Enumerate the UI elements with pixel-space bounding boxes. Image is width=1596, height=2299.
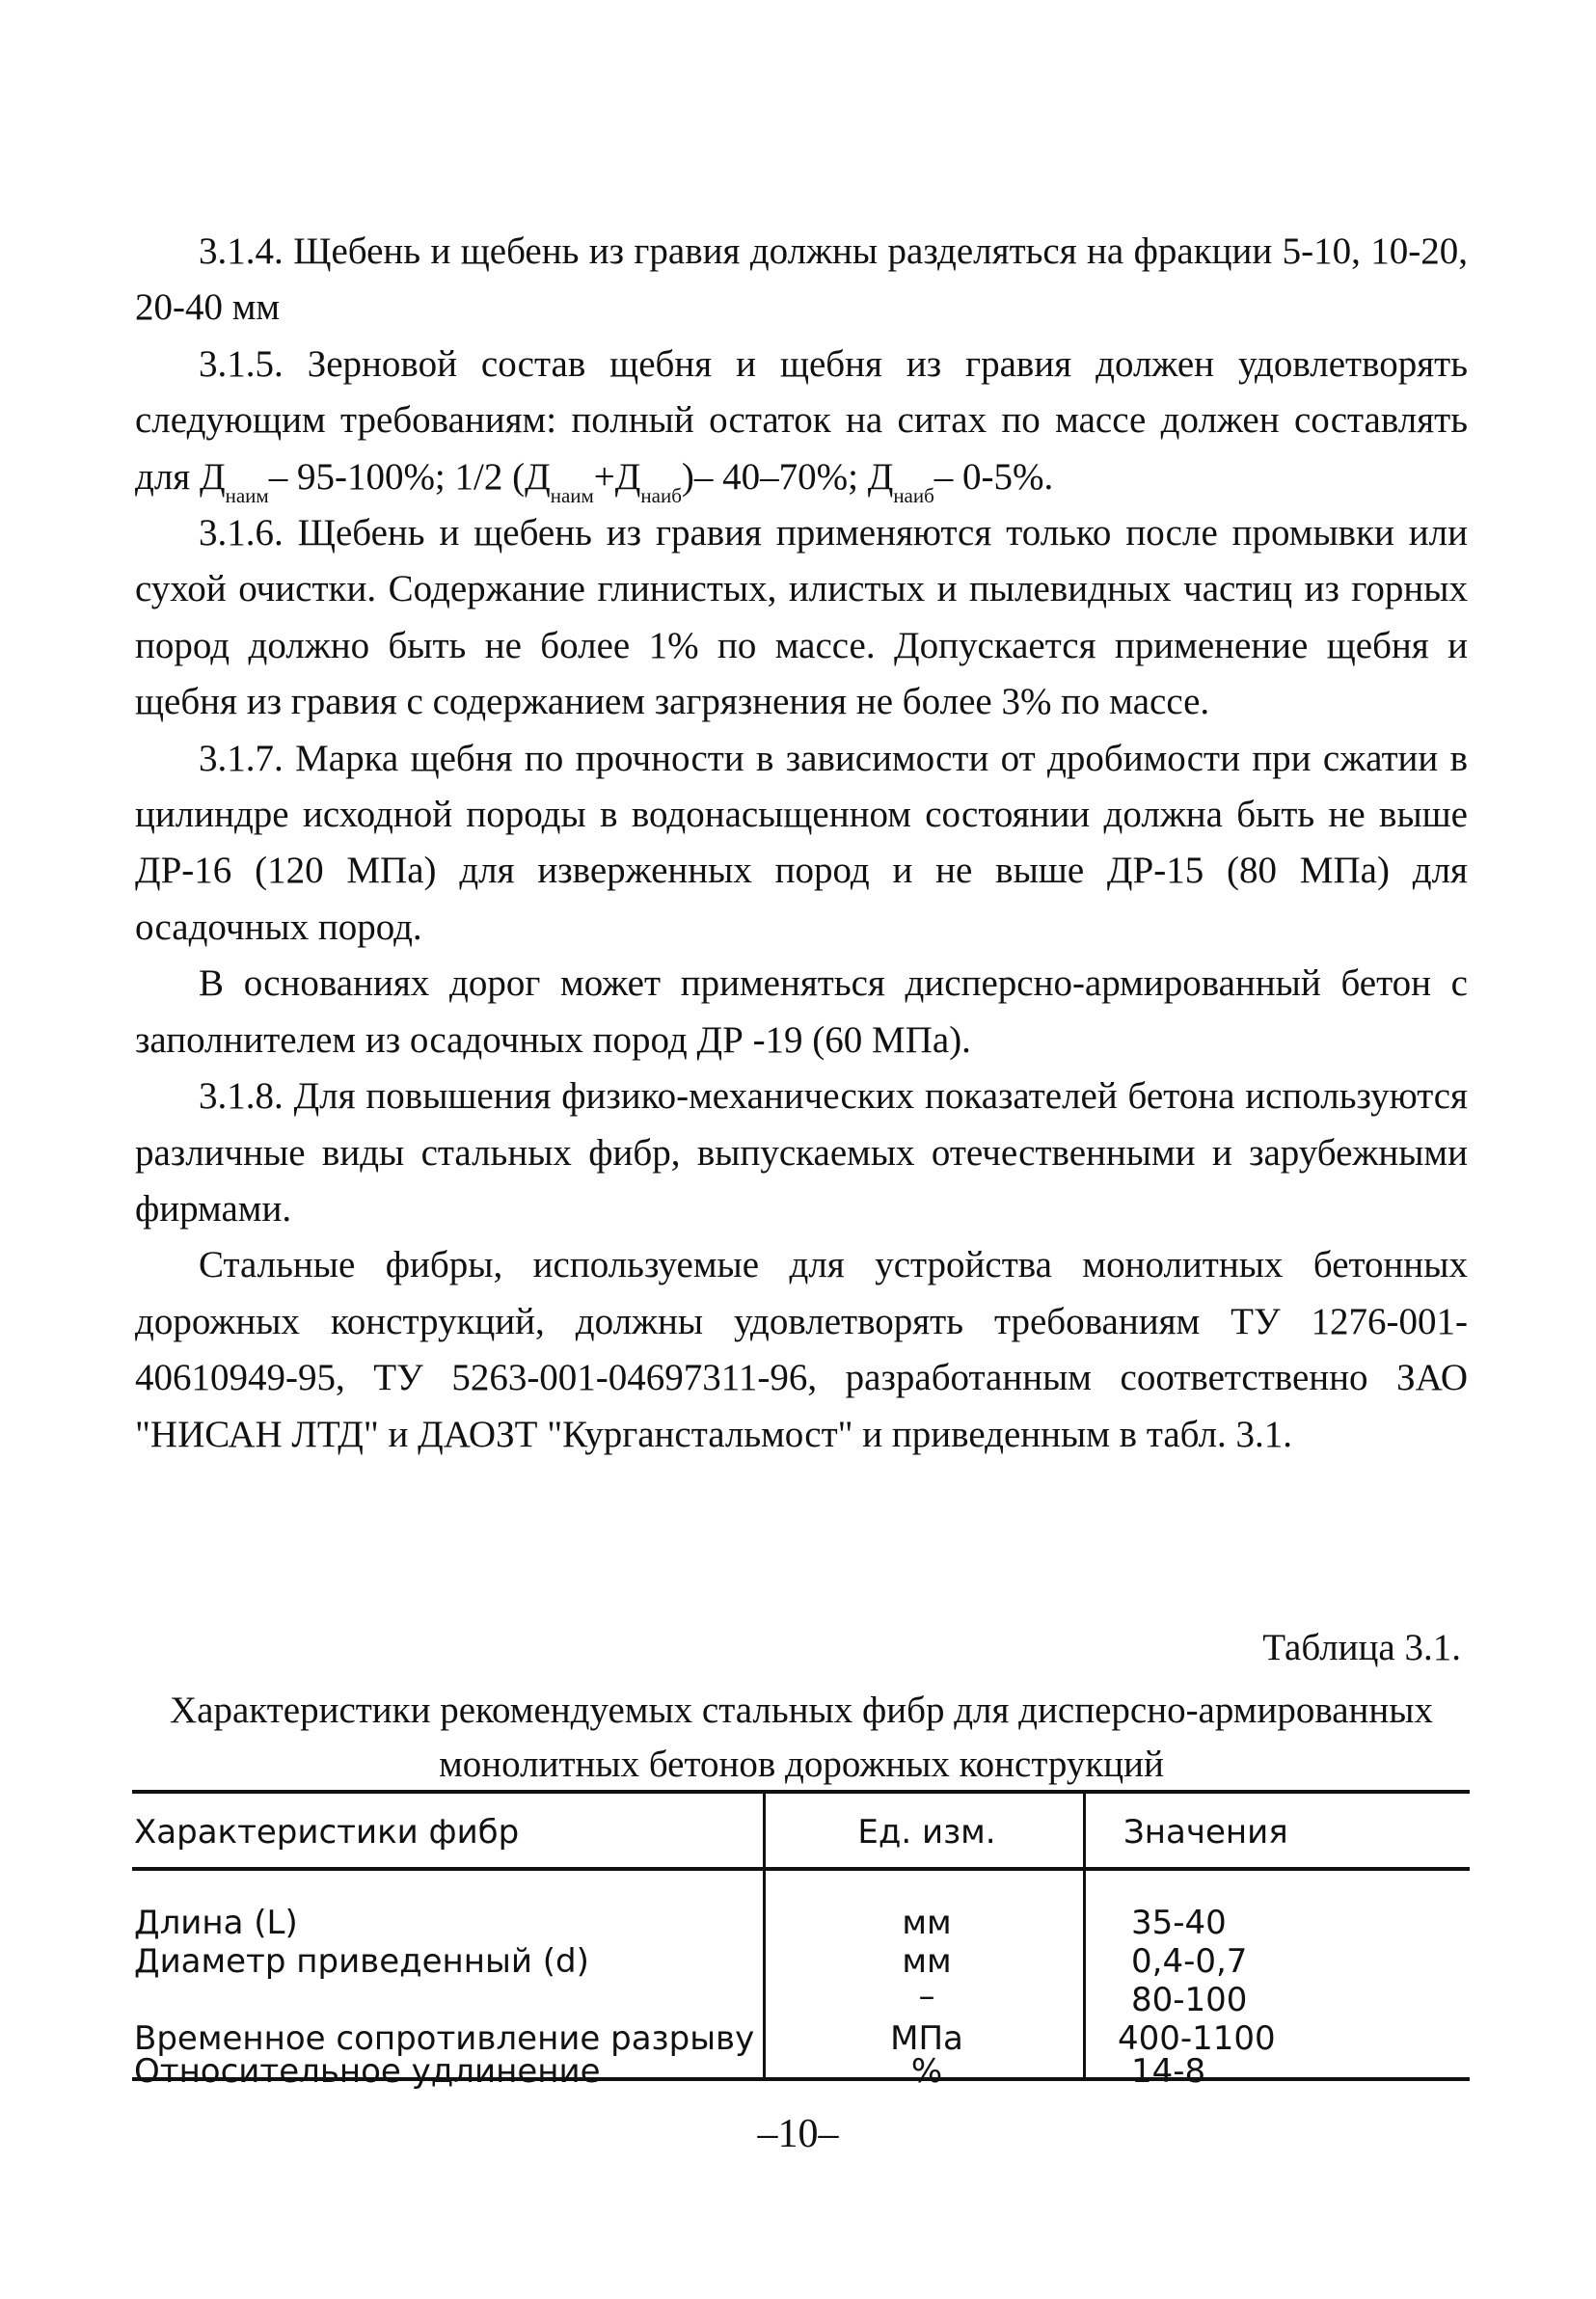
table-header-values: Значения bbox=[1123, 1813, 1288, 1852]
paragraph-3-1-4: 3.1.4. Щебень и щебень из гравия должны разделяться на фракции 5-10, 10-20, 20-40 мм bbox=[135, 230, 1468, 329]
paragraph-3-1-7-continuation: В основаниях дорог может применяться дисперсно-армированный бетон с заполнителем из осадочных пород ДР -19 (60 МПа). bbox=[135, 962, 1468, 1061]
table-header-characteristics: Характеристики фибр bbox=[134, 1813, 520, 1852]
table-cell-value: 400-1100 bbox=[1118, 2019, 1276, 2058]
paragraph-3-1-8-continuation: Стальные фибры, используемые для устройства монолитных бетонных дорожных конструкций, должны удовлетворять требованиям ТУ 1276-001-40610949-95, ТУ 5263-001-04697311-96, разработанным соответственно ЗАО "НИСАН ЛТД" и ДАОЗТ "Курганстальмост" и приведенным в табл. 3.1. bbox=[135, 1244, 1468, 1455]
table-cell-unit: мм bbox=[902, 1942, 952, 1981]
table-cell-value: 35-40 bbox=[1131, 1904, 1227, 1942]
table-column-divider bbox=[763, 1790, 766, 2079]
subscript-naim: наим bbox=[550, 483, 594, 507]
table-cell-name: Длина (L) bbox=[134, 1904, 298, 1942]
paragraph-3-1-5-text-c: +Д bbox=[593, 455, 641, 498]
page-number: –10– bbox=[757, 2112, 839, 2156]
paragraph-3-1-5 bbox=[135, 337, 1468, 505]
table-cell-value: 0,4-0,7 bbox=[1131, 1942, 1248, 1981]
paragraph-3-1-5-text-b: – 95-100%; 1/2 (Д bbox=[268, 455, 551, 498]
paragraph-3-1-5-text-a: 3.1.5. Зерновой состав щебня и щебня из гравия должен удовлетворять следующим требованиям: полный остаток на ситах по массе должен составлять для Д bbox=[135, 342, 1468, 498]
paragraph-3-1-6: 3.1.6. Щебень и щебень из гравия применяются только после промывки или сухой очистки. Содержание глинистых, илистых и пылевидных частиц из горных пород должно быть не более 1% по массе. Допускается применение щебня и щебня из гравия с содержанием загрязнения не более 3% по массе. bbox=[135, 512, 1468, 723]
table-cell-unit: % bbox=[910, 2052, 943, 2091]
table-cell-name: Диаметр приведенный (d) bbox=[134, 1942, 589, 1981]
table-number: Таблица 3.1. bbox=[1262, 1627, 1461, 1668]
table-top-rule bbox=[132, 1790, 1470, 1794]
table-cell-value: 14-8 bbox=[1131, 2052, 1206, 2091]
paragraph-3-1-7: 3.1.7. Марка щебня по прочности в зависимости от дробимости при сжатии в цилиндре исходной породы в водонасыщенном состоянии должна быть не выше ДР-16 (120 МПа) для изверженных пород и не выше ДР-15 (80 МПа) для осадочных пород. bbox=[135, 737, 1468, 948]
subscript-naib: наиб bbox=[893, 483, 934, 507]
subscript-naim: наим bbox=[225, 483, 269, 507]
table-cell-unit: МПа bbox=[890, 2019, 963, 2058]
table-header-unit: Ед. изм. bbox=[857, 1813, 996, 1852]
paragraph-3-1-5-text-e: – 0-5%. bbox=[933, 455, 1054, 498]
table-cell-name: Относительное удлинение bbox=[134, 2052, 601, 2091]
table-cell-value: 80-100 bbox=[1131, 1981, 1248, 2019]
table-column-divider bbox=[1083, 1790, 1086, 2079]
table-header-rule bbox=[132, 1867, 1470, 1871]
paragraph-3-1-5-text-d: )– 40–70%; Д bbox=[681, 455, 894, 498]
subscript-naib: наиб bbox=[640, 483, 682, 507]
table-cell-unit: – bbox=[918, 1977, 935, 2015]
table-cell-unit: мм bbox=[902, 1904, 952, 1942]
body-text bbox=[135, 224, 1468, 1463]
fiber-characteristics-table bbox=[132, 1790, 1470, 2091]
table-title: Характеристики рекомендуемых стальных фибр для дисперсно-армированных монолитных бетонов дорожных конструкций bbox=[170, 1690, 1433, 1785]
paragraph-3-1-8: 3.1.8. Для повышения физико-механических показателей бетона используются различные виды стальных фибр, выпускаемых отечественными и зарубежными фирмами. bbox=[135, 1075, 1468, 1230]
table-cell-name: Временное сопротивление разрыву bbox=[134, 2019, 755, 2058]
